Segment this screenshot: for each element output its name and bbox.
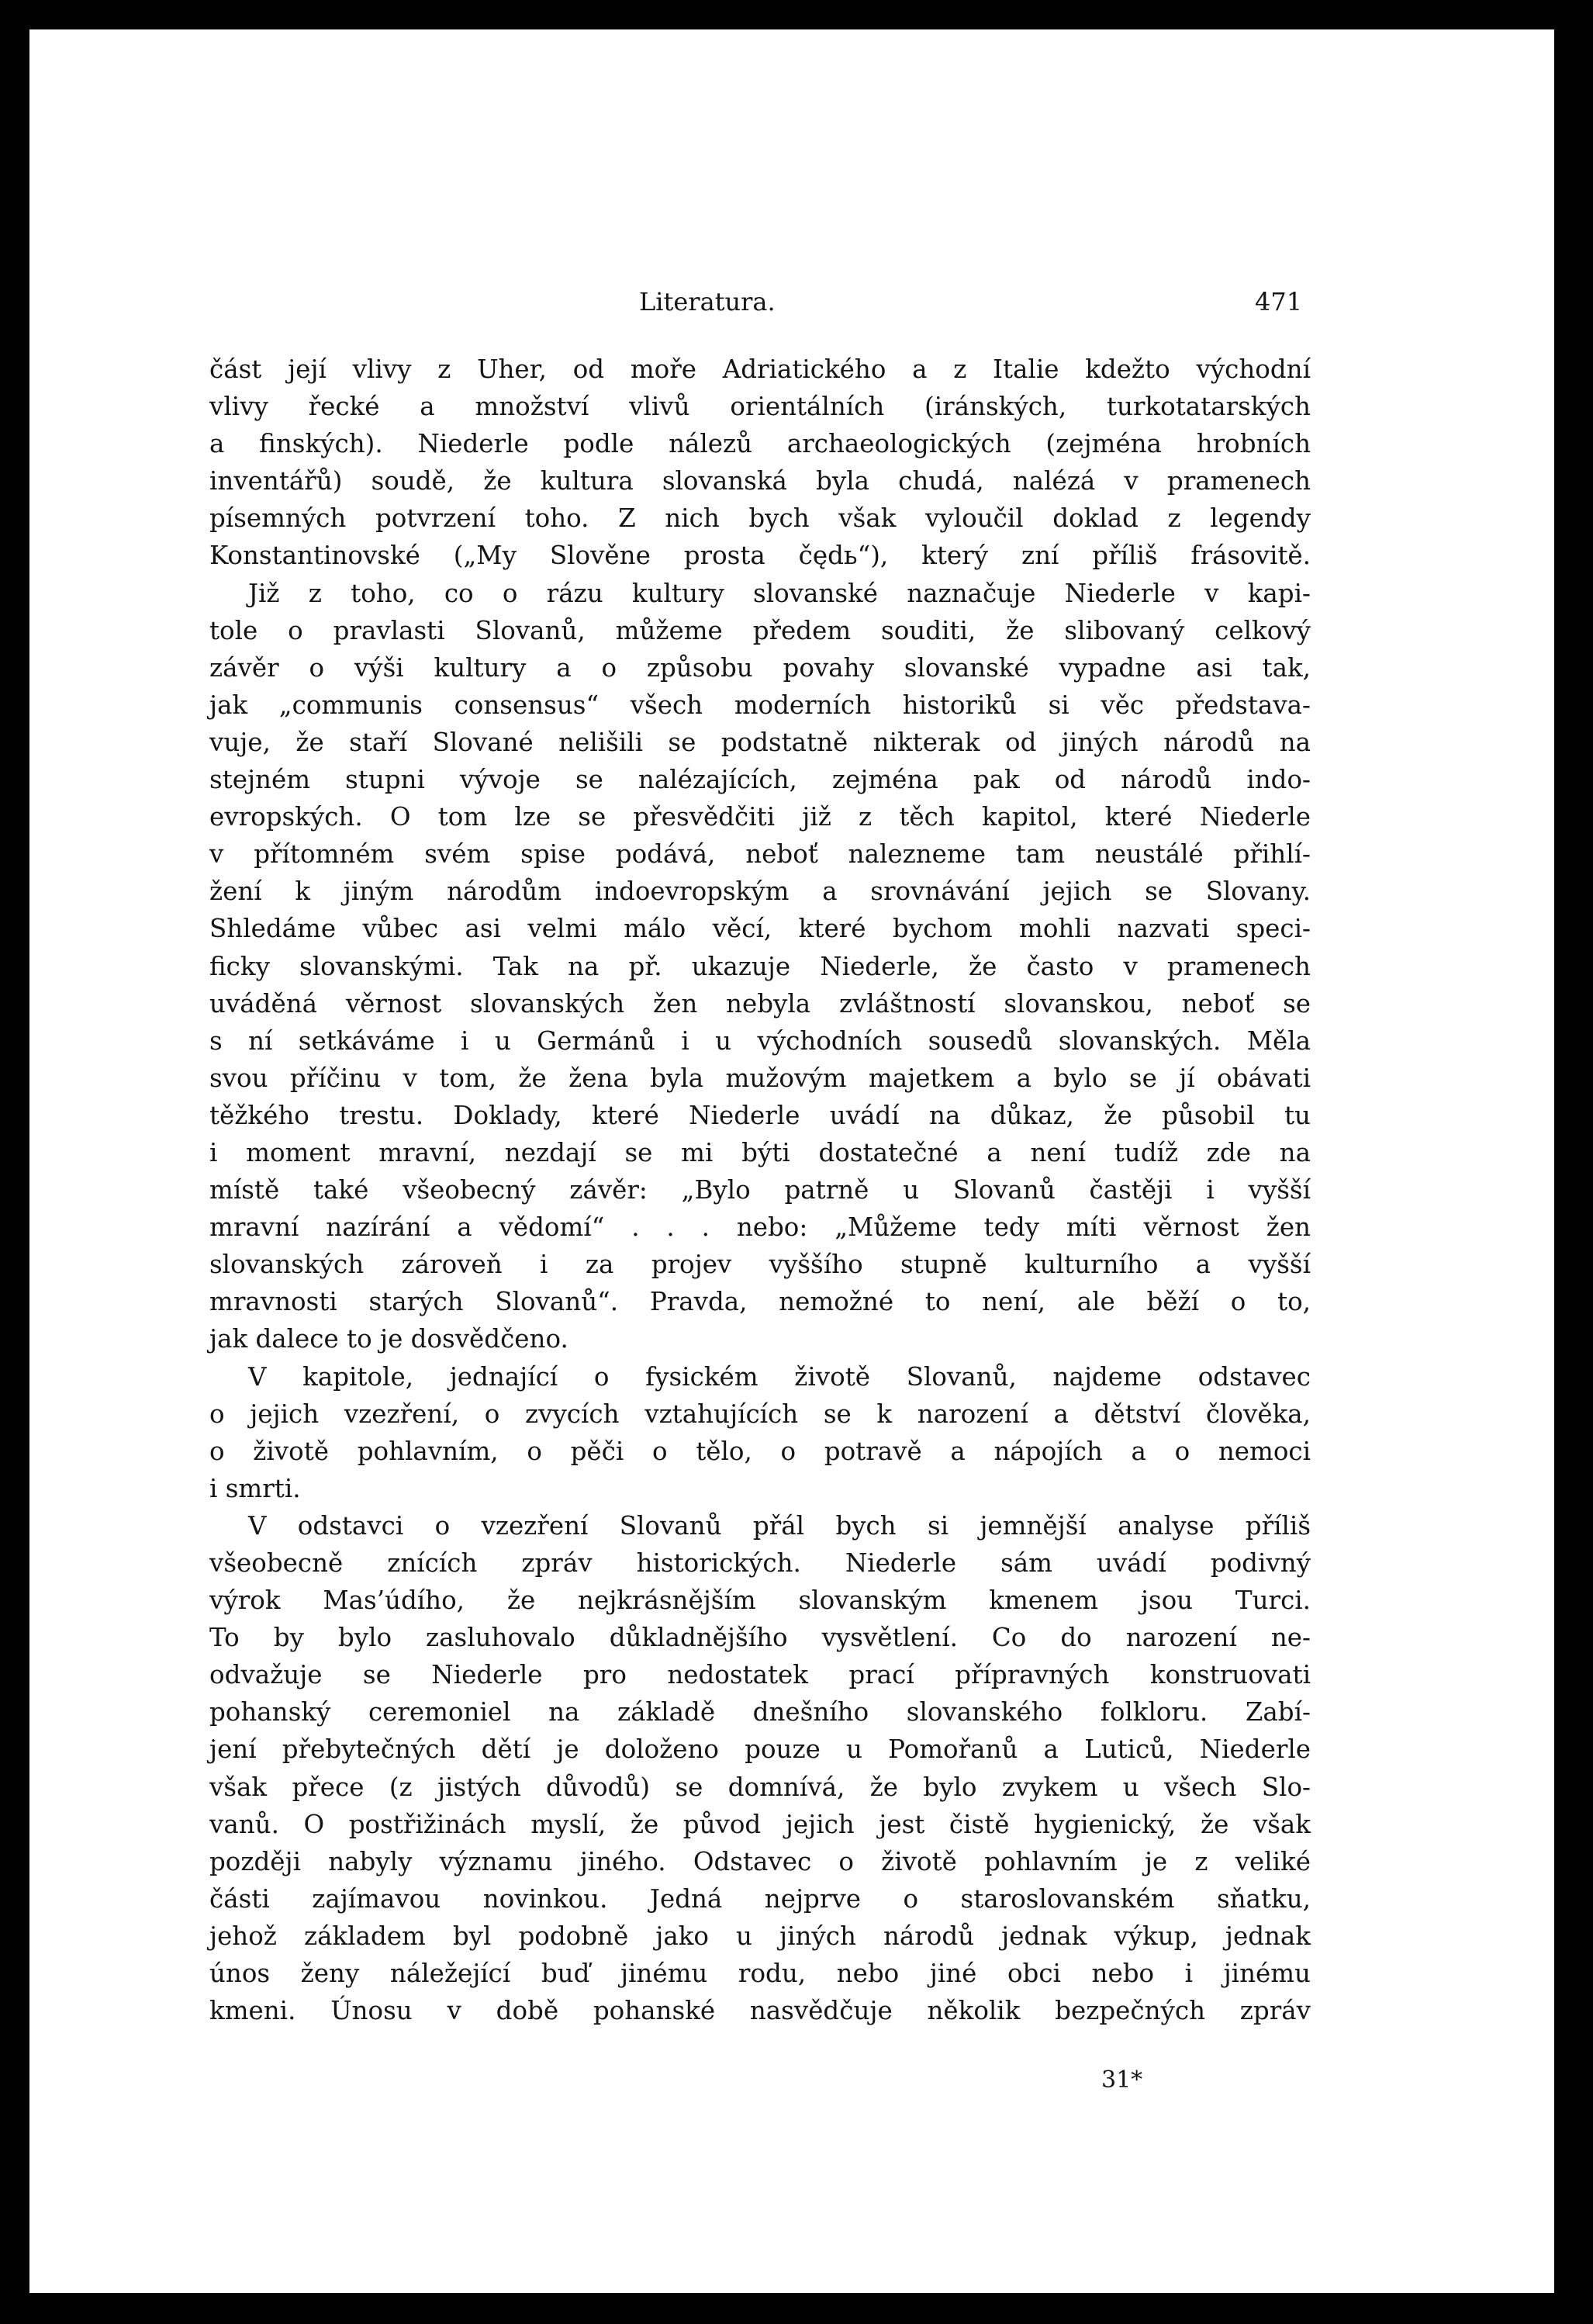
text-line: jehož základem byl podobně jako u jiných národů jednak výkup, jednak: [209, 1921, 1311, 1951]
text-line: s ní setkáváme i u Germánů i u východních sousedů slovanských. Měla: [209, 1025, 1311, 1056]
text-line: kmeni. Únosu v době pohanské nasvědčuje několik bezpečných zpráv: [209, 1996, 1311, 2026]
text-line: v přítomném svém spise podává, neboť nalezneme tam neustálé přihlí-: [209, 839, 1311, 870]
text-line: části zajímavou novinkou. Jedná nejprve o staroslovanském sňatku,: [209, 1883, 1311, 1914]
text-line: svou příčinu v tom, že žena byla mužovým majetkem a bylo se jí obávati: [209, 1063, 1311, 1093]
text-line: pohanský ceremoniel na základě dnešního slovanského folkloru. Zabí-: [209, 1697, 1311, 1727]
text-line: žení k jiným národům indoevropským a srovnávání jejich se Slovany.: [209, 877, 1311, 907]
text-line: tole o pravlasti Slovanů, můžeme předem souditi, že slibovaný celkový: [209, 615, 1311, 645]
text-line: o životě pohlavním, o pěči o tělo, o potravě a nápojích a o nemoci: [209, 1436, 1311, 1466]
text-line: mravní nazírání a vědomí“ . . . nebo: „Můžeme tedy míti věrnost žen: [209, 1212, 1311, 1243]
text-line: i smrti.: [209, 1473, 301, 1503]
text-line: mravnosti starých Slovanů“. Pravda, nemožné to není, ale běží o to,: [209, 1287, 1311, 1317]
paragraph-1: [209, 351, 1311, 575]
text-line: všeobecně znících zpráv historických. Niederle sám uvádí podivný: [209, 1548, 1311, 1578]
text-line: písemných potvrzení toho. Z nich bych však vyloučil doklad z legendy: [209, 503, 1311, 534]
text-line: To by bylo zasluhovalo důkladnějšího vysvětlení. Co do narození ne-: [209, 1623, 1311, 1653]
text-line: jak dalece to je dosvědčeno.: [209, 1324, 568, 1354]
text-line: Shledáme vůbec asi velmi málo věcí, které bychom mohli nazvati speci-: [209, 914, 1311, 944]
text-line: vuje, že staří Slované nelišili se podstatně nikterak od jiných národů na: [209, 727, 1311, 757]
page-number: 471: [1255, 287, 1303, 316]
text-line: o jejich vzezření, o zvycích vztahujících se k narození a dětství člověka,: [209, 1399, 1311, 1429]
text-line: evropských. O tom lze se přesvědčiti již z těch kapitol, které Niederle: [209, 802, 1311, 832]
text-line: ficky slovanskými. Tak na př. ukazuje Niederle, že často v pramenech: [209, 951, 1311, 981]
text-line: V kapitole, jednající o fysickém životě Slovanů, najdeme odstavec: [248, 1361, 1311, 1392]
text-line: Konstantinovské („My Slověne prosta čędь“), který zní příliš frásovitě.: [209, 541, 1311, 571]
text-line: závěr o výši kultury a o způsobu povahy slovanské vypadne asi tak,: [209, 652, 1311, 683]
text-line: únos ženy náležející buď jinému rodu, nebo jiné obci nebo i jinému: [209, 1959, 1311, 1989]
text-line: později nabyly významu jiného. Odstavec o životě pohlavním je z veliké: [209, 1846, 1311, 1876]
text-line: slovanských zároveň i za projev vyššího stupně kulturního a vyšší: [209, 1250, 1311, 1280]
text-line: uváděná věrnost slovanských žen nebyla zvláštností slovanskou, neboť se: [209, 988, 1311, 1018]
text-line: výrok Mas’údího, že nejkrásnějším slovanským kmenem jsou Turci.: [209, 1586, 1311, 1616]
text-line: inventářů) soudě, že kultura slovanská byla chudá, nalézá v pramenech: [209, 466, 1311, 496]
text-line: a finských). Niederle podle nálezů archaeologických (zejména hrobních: [209, 429, 1311, 459]
signature-mark: 31*: [1101, 2066, 1143, 2094]
paragraph-3: [209, 1358, 1311, 1507]
paragraph-4: [209, 1507, 1311, 2029]
text-line: odvažuje se Niederle pro nedostatek prací přípravných konstruovati: [209, 1660, 1311, 1690]
paragraph-2: [209, 575, 1311, 1358]
page-header: [29, 282, 1554, 321]
text-line: místě také všeobecný závěr: „Bylo patrně u Slovanů častěji i vyšší: [209, 1175, 1311, 1205]
text-line: část její vlivy z Uher, od moře Adriatického a z Italie kdežto východní: [209, 354, 1311, 384]
text-line: jak „communis consensus“ všech moderních historiků si věc představa-: [209, 690, 1311, 720]
text-line: stejném stupni vývoje se nalézajících, zejména pak od národů indo-: [209, 765, 1311, 795]
body-text: [209, 351, 1311, 2029]
text-line: jení přebytečných dětí je doloženo pouze u Pomořanů a Luticů, Niederle: [209, 1734, 1311, 1765]
running-head: Literatura.: [639, 287, 776, 316]
text-line: vanů. O postřižinách myslí, že původ jejich jest čistě hygienický, že však: [209, 1809, 1311, 1839]
text-line: těžkého trestu. Doklady, které Niederle uvádí na důkaz, že působil tu: [209, 1100, 1311, 1130]
book-page: [29, 29, 1554, 2293]
text-line: i moment mravní, nezdají se mi býti dostatečné a není tudíž zde na: [209, 1137, 1311, 1167]
text-line: V odstavci o vzezření Slovanů přál bych si jemnější analyse příliš: [248, 1510, 1311, 1541]
text-line: Již z toho, co o rázu kultury slovanské naznačuje Niederle v kapi-: [248, 578, 1311, 608]
text-line: vlivy řecké a množství vlivů orientálních (iránských, turkotatarských: [209, 392, 1311, 422]
text-line: však přece (z jistých důvodů) se domnívá, že bylo zvykem u všech Slo-: [209, 1772, 1311, 1802]
